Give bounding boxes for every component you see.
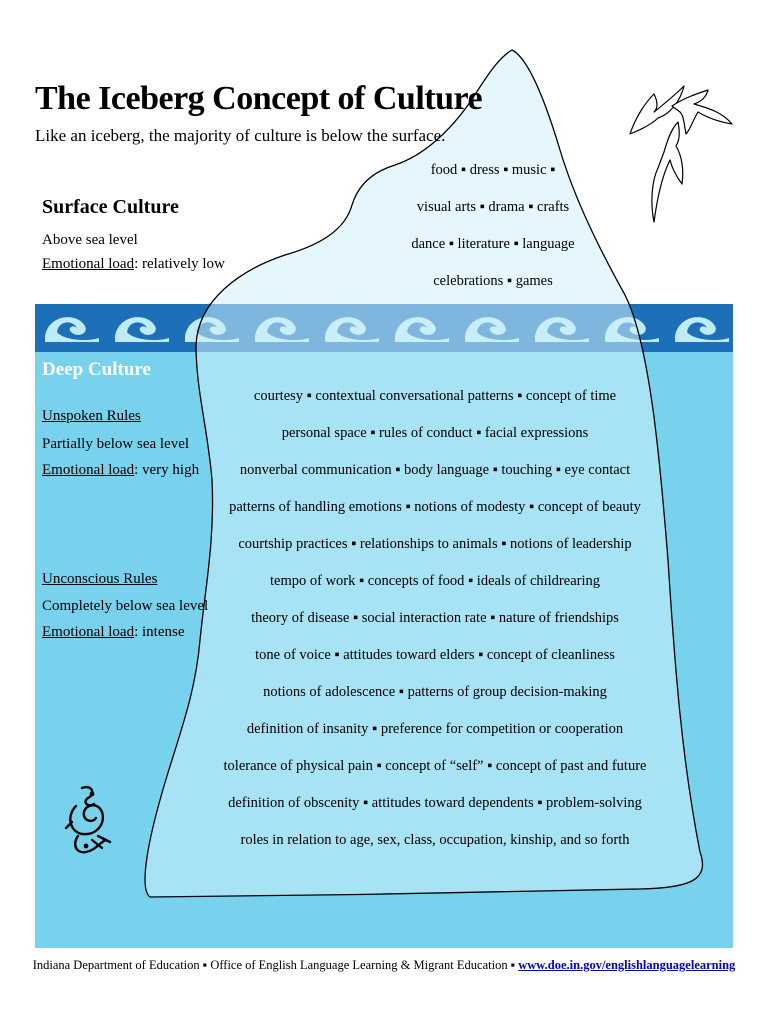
deep-item: personal space ▪ rules of conduct ▪ facial expressions	[281, 425, 589, 441]
surface-item: dance ▪ literature ▪ language	[411, 236, 575, 252]
seagulls-icon	[624, 72, 736, 227]
deep-item: notions of adolescence ▪ patterns of group decision-making	[263, 684, 607, 700]
unconscious-level-text: Completely below sea level	[42, 598, 209, 614]
deep-item: tempo of work ▪ concepts of food ▪ ideals of childrearing	[270, 573, 600, 589]
deep-item: nonverbal communication ▪ body language ▪ touching ▪ eye contact	[239, 462, 631, 478]
fish-ornament-icon	[62, 782, 122, 862]
emotional-load-label: Emotional load	[42, 624, 135, 640]
unconscious-rules-title: Unconscious Rules	[42, 571, 158, 587]
deep-item: courtesy ▪ contextual conversational patterns ▪ concept of time	[253, 388, 617, 404]
surface-level-text: Above sea level	[42, 232, 138, 248]
deep-item: roles in relation to age, sex, class, occupation, kinship, and so forth	[240, 832, 630, 848]
deep-item: definition of obscenity ▪ attitudes toward dependents ▪ problem-solving	[228, 795, 642, 811]
subtitle: Like an iceberg, the majority of culture is below the surface.	[35, 126, 446, 145]
deep-item: patterns of handling emotions ▪ notions of modesty ▪ concept of beauty	[229, 499, 641, 515]
emotional-load-label: Emotional load	[42, 256, 135, 272]
surface-culture-heading: Surface Culture	[42, 196, 179, 218]
footer-text: Indiana Department of Education ▪ Office of English Language Learning & Migrant Education ▪	[32, 958, 519, 972]
surface-emotional-load	[42, 253, 225, 275]
deep-item: courtship practices ▪ relationships to animals ▪ notions of leadership	[238, 536, 632, 552]
deep-item: tone of voice ▪ attitudes toward elders ▪ concept of cleanliness	[255, 647, 615, 663]
deep-item: tolerance of physical pain ▪ concept of “self” ▪ concept of past and future	[223, 758, 647, 774]
surface-item: visual arts ▪ drama ▪ crafts	[416, 199, 570, 215]
unspoken-level-text: Partially below sea level	[42, 436, 190, 452]
deep-item: theory of disease ▪ social interaction rate ▪ nature of friendships	[251, 610, 619, 626]
emotional-load-value: : intense	[134, 624, 185, 640]
surface-item: food ▪ dress ▪ music ▪	[430, 162, 556, 178]
page-title: The Iceberg Concept of Culture	[35, 80, 483, 117]
emotional-load-value: : relatively low	[134, 256, 225, 272]
footer-link[interactable]: www.doe.in.gov/englishlanguagelearning	[518, 958, 736, 972]
unconscious-emotional-load	[42, 621, 184, 643]
emotional-load-value: : very high	[134, 462, 200, 478]
surface-culture-list	[378, 152, 608, 300]
unspoken-rules-title: Unspoken Rules	[42, 408, 141, 424]
deep-culture-heading: Deep Culture	[42, 359, 151, 380]
footer	[0, 958, 768, 973]
deep-item: definition of insanity ▪ preference for competition or cooperation	[246, 721, 624, 737]
deep-culture-list	[210, 378, 660, 859]
unspoken-emotional-load	[42, 459, 199, 481]
emotional-load-label: Emotional load	[42, 462, 135, 478]
surface-item: celebrations ▪ games	[433, 273, 553, 289]
